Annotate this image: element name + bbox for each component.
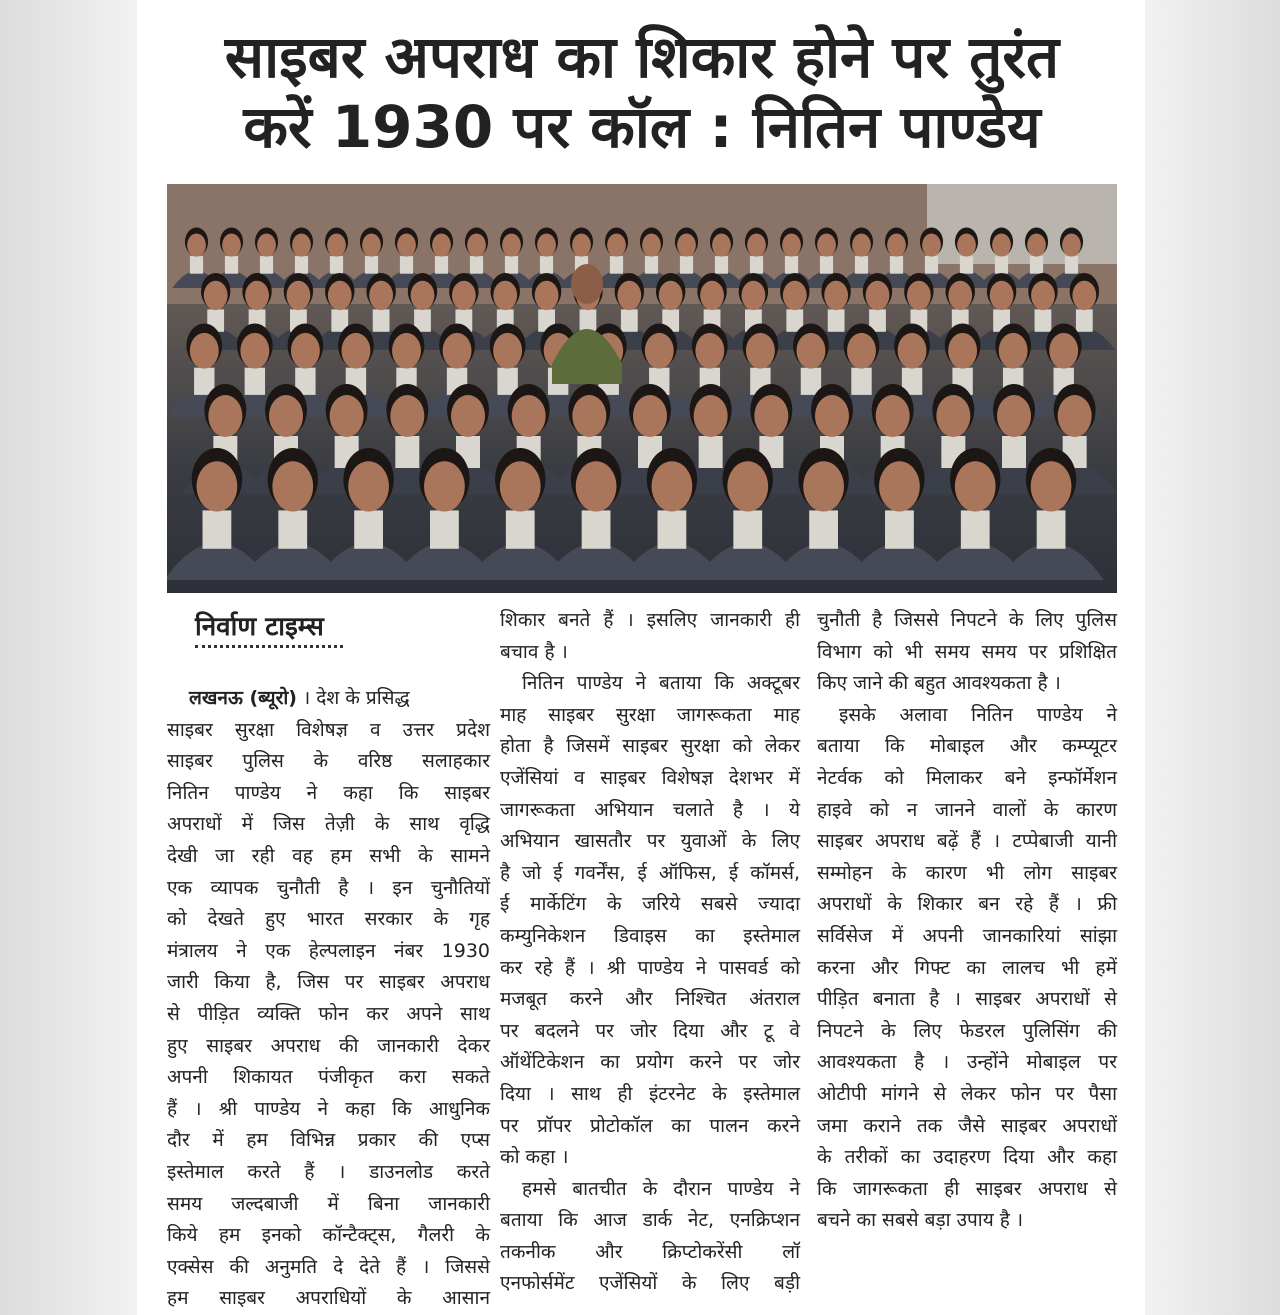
dateline: लखनऊ (ब्यूरो): [189, 687, 297, 709]
student-face: [898, 333, 927, 369]
student-face: [782, 234, 801, 257]
student-shirt: [658, 510, 687, 548]
student-face: [955, 461, 996, 511]
student-face: [204, 281, 228, 310]
student-shirt: [925, 256, 938, 274]
article-line: हैं । श्री पाण्डेय ने कहा कि आधुनिक: [167, 1097, 490, 1120]
student-face: [695, 333, 724, 369]
student-shirt: [820, 256, 833, 274]
student-shirt: [225, 256, 238, 274]
student-shirt: [1002, 436, 1026, 468]
headline-line-2: करें 1930 पर कॉल : नितिन पाण्डेय: [243, 93, 1041, 161]
newspaper-brand: निर्वाण टाइम्स: [195, 612, 324, 642]
student-shirt: [809, 510, 838, 548]
student-shirt: [699, 436, 723, 468]
student-face: [796, 333, 825, 369]
article-line: को कहा ।: [500, 1146, 569, 1169]
speaker-face: [571, 264, 603, 304]
student-shirt: [190, 256, 203, 274]
student-face: [287, 281, 311, 310]
article-line: दौर में हम विभिन्न प्रकार की एप्स: [167, 1129, 490, 1152]
article-line: दिया । साथ ही इंटरनेट के इस्तेमाल: [500, 1082, 800, 1105]
student-face: [922, 234, 941, 257]
student-shirt: [400, 256, 413, 274]
student-face: [341, 333, 370, 369]
student-face: [240, 333, 269, 369]
article-line: सम्मोहन के कारण भी लोग साइबर: [817, 861, 1117, 884]
article-line: अभियान खासतौर पर युवाओं के लिए: [500, 830, 800, 853]
student-shirt: [373, 309, 390, 331]
student-face: [847, 333, 876, 369]
student-shirt: [354, 510, 383, 548]
student-face: [607, 234, 626, 257]
student-shirt: [785, 256, 798, 274]
student-face: [576, 461, 617, 511]
student-face: [754, 395, 788, 437]
article-line: हमसे बातचीत के दौरान पाण्डेय ने: [522, 1177, 800, 1200]
article-line: हुए साइबर अपराध की जानकारी देकर: [167, 1034, 490, 1057]
student-face: [535, 281, 559, 310]
article-line: इस्तेमाल करते हैं । डाउनलोड करते: [167, 1160, 490, 1183]
article-line: समय जल्दबाजी में बिना जानकारी: [167, 1192, 490, 1215]
student-face: [291, 333, 320, 369]
article-line: ई मार्केटिंग के जरिये सबसे ज्यादा: [500, 893, 800, 916]
student-face: [443, 333, 472, 369]
student-face: [997, 395, 1031, 437]
student-shirt: [470, 256, 483, 274]
article-line: साइबर पुलिस के वरिष्ठ सलाहकार: [167, 750, 490, 773]
article-line: नितिन पाण्डेय ने बताया कि अक्टूबर: [522, 672, 800, 695]
article-line: माह साइबर सुरक्षा जागरूकता माह: [500, 703, 800, 726]
article-line: आवश्यकता है । उन्होंने मोबाइल पर: [817, 1051, 1117, 1074]
article-line: एक व्यापक चुनौती है । इन चुनौतियों: [167, 876, 490, 899]
student-face: [992, 234, 1011, 257]
article-line: पर बदलने पर जोर दिया और टू वे: [500, 1019, 800, 1042]
student-face: [432, 234, 451, 257]
student-shirt: [890, 256, 903, 274]
student-shirt: [960, 256, 973, 274]
student-face: [1031, 461, 1072, 511]
article-line: मजबूत करने और निश्चित अंतराल: [500, 988, 800, 1011]
article-line: के तरीकों का उदाहरण दिया और कहा: [817, 1146, 1117, 1169]
student-shirt: [260, 256, 273, 274]
article-line: से पीड़ित व्यक्ति फोन कर अपने साथ: [167, 1002, 490, 1025]
student-face: [572, 395, 606, 437]
article-column-1: [167, 683, 490, 1315]
student-face: [257, 234, 276, 257]
student-face: [362, 234, 381, 257]
article-line: होता है जिसमें साइबर सुरक्षा को लेकर: [500, 735, 800, 758]
student-face: [727, 461, 768, 511]
student-face: [1031, 281, 1055, 310]
student-shirt: [851, 368, 871, 395]
student-face: [866, 281, 890, 310]
article-line-text: । देश के प्रसिद्ध: [296, 687, 410, 709]
student-face: [1049, 333, 1078, 369]
student-face: [1027, 234, 1046, 257]
student-shirt: [1030, 256, 1043, 274]
student-face: [467, 234, 486, 257]
brand-dotted-divider: [195, 645, 343, 648]
article-line: बताया कि आज डार्क नेट, एनक्रिप्शन: [500, 1209, 800, 1232]
article-line: तकनीक और क्रिप्टोकरेंसी लॉ: [500, 1240, 800, 1263]
article-line: [167, 683, 490, 715]
student-shirt: [1037, 510, 1066, 548]
student-face: [327, 234, 346, 257]
student-face: [245, 281, 269, 310]
student-face: [617, 281, 641, 310]
student-face: [1072, 281, 1096, 310]
student-shirt: [733, 510, 762, 548]
student-face: [187, 234, 206, 257]
student-face: [328, 281, 352, 310]
student-face: [292, 234, 311, 257]
student-shirt: [245, 368, 265, 395]
student-face: [824, 281, 848, 310]
article-line: को देखते हुए भारत सरकार के गृह: [167, 908, 490, 931]
student-shirt: [995, 256, 1008, 274]
article-line: किये हम इनको कॉन्टैक्ट्स, गैलरी के: [167, 1224, 490, 1247]
group-photo: [167, 184, 1117, 593]
article-line: करना और गिफ्ट का लालच भी हमें: [817, 956, 1117, 979]
student-face: [803, 461, 844, 511]
student-shirt: [715, 256, 728, 274]
student-shirt: [828, 309, 845, 331]
student-shirt: [750, 256, 763, 274]
student-face: [645, 333, 674, 369]
student-face: [500, 461, 541, 511]
student-face: [1062, 234, 1081, 257]
article-line: ऑथेंटिकेशन का प्रयोग करने पर जोर: [500, 1051, 800, 1074]
student-face: [512, 395, 546, 437]
article-line: चुनौती है जिससे निपटने के लिए पुलिस: [817, 609, 1117, 631]
student-face: [369, 281, 393, 310]
student-face: [452, 281, 476, 310]
student-face: [879, 461, 920, 511]
student-shirt: [295, 256, 308, 274]
student-face: [493, 281, 517, 310]
article-line: साइबर सुरक्षा विशेषज्ञ व उत्तर प्रदेश: [167, 718, 490, 741]
student-face: [876, 395, 910, 437]
article-line: विभाग को भी समय समय पर प्रशिक्षित: [817, 640, 1117, 663]
article-column-3: [817, 605, 1117, 1237]
student-face: [222, 234, 241, 257]
student-face: [269, 395, 303, 437]
student-face: [694, 395, 728, 437]
student-face: [652, 461, 693, 511]
student-face: [1058, 395, 1092, 437]
student-face: [330, 395, 364, 437]
article-line: बचने का सबसे बड़ा उपाय है ।: [817, 1209, 1024, 1232]
student-face: [537, 234, 556, 257]
student-face: [659, 281, 683, 310]
student-face: [783, 281, 807, 310]
article-line: एक्सेस की अनुमति दे देते हैं । जिससे: [167, 1255, 490, 1278]
student-shirt: [1076, 309, 1093, 331]
article-line: अपराधों के शिकार बन रहे हैं । फ्री: [817, 893, 1117, 916]
student-face: [642, 234, 661, 257]
student-shirt: [1035, 309, 1052, 331]
article-line: किए जाने की बहुत आवश्यकता है ।: [817, 672, 1061, 695]
article-line: हाइवे को न जानने वालों के कारण: [817, 798, 1117, 821]
student-face: [633, 395, 667, 437]
article-line: नितिन पाण्डेय ने कहा कि साइबर: [167, 781, 490, 804]
student-face: [999, 333, 1028, 369]
article-line: जागरूकता अभियान चलाते है । ये: [500, 798, 800, 821]
student-face: [948, 333, 977, 369]
student-shirt: [278, 510, 307, 548]
headline: [167, 22, 1117, 162]
student-face: [712, 234, 731, 257]
student-face: [747, 234, 766, 257]
student-face: [451, 395, 485, 437]
article-line: शिकार बनते हैं । इसलिए जानकारी ही: [500, 609, 800, 631]
article-line: इसके अलावा नितिन पाण्डेय ने: [839, 703, 1117, 726]
student-shirt: [330, 256, 343, 274]
student-shirt: [506, 510, 535, 548]
student-face: [936, 395, 970, 437]
student-face: [493, 333, 522, 369]
student-face: [502, 234, 521, 257]
student-face: [572, 234, 591, 257]
article-line: पर प्रॉपर प्रोटोकॉल का पालन करने: [500, 1114, 800, 1137]
student-shirt: [580, 309, 597, 331]
student-face: [424, 461, 465, 511]
student-shirt: [395, 436, 419, 468]
student-face: [208, 395, 242, 437]
student-face: [742, 281, 766, 310]
article-line: बचाव है ।: [500, 640, 568, 663]
student-face: [907, 281, 931, 310]
student-shirt: [680, 256, 693, 274]
student-face: [197, 461, 238, 511]
student-shirt: [435, 256, 448, 274]
article-line: जमा कराने तक जैसे साइबर अपराधों: [817, 1114, 1117, 1137]
article-line: एनफोर्समेंट एजेंसियों के लिए बड़ी: [500, 1272, 800, 1295]
student-face: [887, 234, 906, 257]
article-line: साइबर अपराध बढ़ें हैं । टप्पेबाजी यानी: [817, 830, 1117, 853]
group-photo-students-icon: [167, 184, 1117, 593]
article-line: बताया कि मोबाइल और कम्प्यूटर: [817, 735, 1117, 758]
student-face: [815, 395, 849, 437]
article-line: पीड़ित बनाता है । साइबर अपराधों से: [817, 988, 1117, 1011]
student-face: [272, 461, 313, 511]
student-face: [817, 234, 836, 257]
article-line: निपटने के लिए फेडरल पुलिसिंग की: [817, 1019, 1117, 1042]
student-shirt: [430, 510, 459, 548]
student-face: [948, 281, 972, 310]
article-line: मंत्रालय ने एक हेल्पलाइन नंबर 1930: [167, 939, 490, 962]
student-shirt: [505, 256, 518, 274]
student-shirt: [885, 510, 914, 548]
article-column-2: [500, 605, 800, 1300]
student-face: [746, 333, 775, 369]
article-line: कर रहे हैं । श्री पाण्डेय ने पासवर्ड को: [500, 956, 800, 979]
student-shirt: [203, 510, 232, 548]
headline-line-1: साइबर अपराध का शिकार होने पर तुरंत: [224, 23, 1060, 91]
student-face: [700, 281, 724, 310]
student-face: [392, 333, 421, 369]
student-face: [390, 395, 424, 437]
student-shirt: [365, 256, 378, 274]
article-line: नेटर्वक को मिलाकर बने इन्फॉर्मेशन: [817, 766, 1117, 789]
student-face: [411, 281, 435, 310]
article-line: देखी जा रही वह हम सभी के सामने: [167, 844, 490, 867]
window: [927, 184, 1117, 264]
student-shirt: [621, 309, 638, 331]
student-face: [990, 281, 1014, 310]
student-shirt: [540, 256, 553, 274]
student-shirt: [610, 256, 623, 274]
article-line: जारी किया है, जिस पर साइबर अपराध: [167, 971, 490, 994]
article-line: कम्युनिकेशन डिवाइस का इस्तेमाल: [500, 924, 800, 947]
article-line: अपराधों में जिस तेज़ी के साथ वृद्धि: [167, 813, 490, 836]
student-shirt: [582, 510, 611, 548]
student-shirt: [645, 256, 658, 274]
article-line: सर्विसेज में अपनी जानकारियां सांझा: [817, 924, 1117, 947]
student-face: [190, 333, 219, 369]
student-shirt: [961, 510, 990, 548]
student-face: [397, 234, 416, 257]
article-line: अपनी शिकायत पंजीकृत करा सकते: [167, 1066, 490, 1089]
student-shirt: [1065, 256, 1078, 274]
article-line: ओटीपी मांगने से लेकर फोन पर पैसा: [817, 1082, 1117, 1105]
student-face: [348, 461, 389, 511]
article-line: कि जागरूकता ही साइबर अपराध से: [817, 1177, 1117, 1200]
article-line: है जो ई गवर्नेंस, ई ऑफिस, ई कॉमर्स,: [500, 861, 800, 884]
student-face: [677, 234, 696, 257]
student-face: [957, 234, 976, 257]
student-face: [852, 234, 871, 257]
article-line: एजेंसियां व साइबर विशेषज्ञ देशभर में: [500, 766, 800, 789]
student-shirt: [855, 256, 868, 274]
article-line: हम साइबर अपराधियों के आसान: [167, 1287, 490, 1310]
